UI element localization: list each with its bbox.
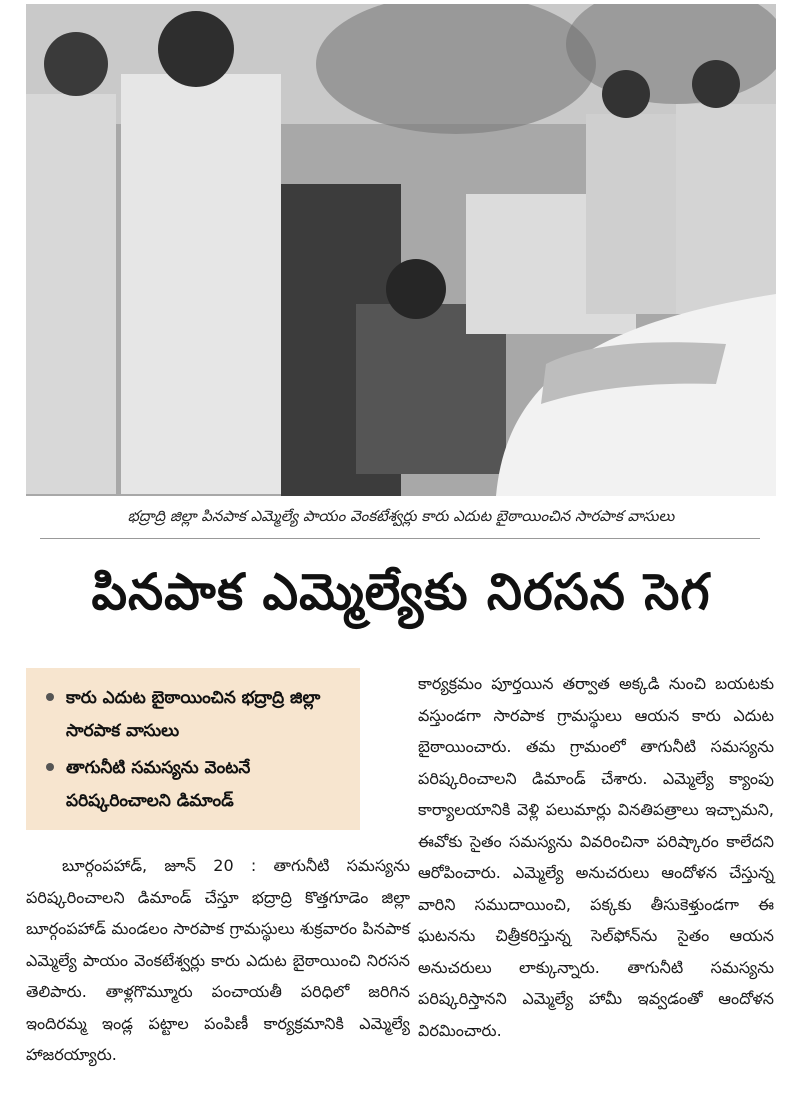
highlight-text: తాగునీటి సమస్యను వెంటనే పరిష్కరించాలని డిమాండ్ (66, 758, 251, 811)
bullet-icon (46, 763, 54, 771)
caption-divider (40, 538, 760, 539)
article-body-right: కార్యక్రమం పూర్తయిన తర్వాత అక్కడి నుంచి బయటకు వస్తుండగా సారపాక గ్రామస్థులు ఆయన కారు ఎదుట బైఠాయించారు. తమ గ్రామంలో తాగునీటి సమస్యను పరిష్కరించాలని డిమాండ్ చేశారు. ఎమ్మెల్యే క్యాంపు కార్యాలయానికి వెళ్లి పలుమార్లు వినతిపత్రాలు ఇచ్చామని, ఈవోకు సైతం సమస్యను వివరించినా పరిష్కారం కాలేదని ఆరోపించారు. ఎమ్మెల్యే అనుచరులు ఆందోళన చేస్తున్న వారిని సముదాయించి, పక్కకు తీసుకెళ్తుండగా ఈ ఘటనను చిత్రీకరిస్తున్న సెల్‌ఫోన్‌ను సైతం ఆయన అనుచరులు లాక్కున్నారు. తాగునీటి సమస్యను పరిష్కరిస్తానని ఎమ్మెల్యే హామీ ఇవ్వడంతో ఆందోళన విరమించారు. (418, 674, 774, 1040)
bullet-icon (46, 693, 54, 701)
article-column-left (26, 850, 410, 1071)
crowd-photo-illustration (26, 4, 776, 496)
photo-caption: భద్రాద్రి జిల్లా పినపాక ఎమ్మెల్యే పాయం వెంకటేశ్వర్లు కారు ఎదుట బైఠాయించిన సారపాక వాసులు (127, 507, 675, 525)
highlights-box (26, 668, 360, 830)
news-photo (26, 4, 776, 496)
highlight-text: కారు ఎదుట బైఠాయించిన భద్రాద్రి జిల్లా సారపాక వాసులు (66, 688, 321, 741)
headline: పినపాక ఎమ్మెల్యేకు నిరసన సెగ (91, 563, 711, 621)
highlight-item (46, 682, 346, 748)
article-body-left: బూర్గంపహాడ్, జూన్ 20 : తాగునీటి సమస్యను పరిష్కరించాలని డిమాండ్ చేస్తూ భద్రాద్రి కొత్తగూడెం జిల్లా బూర్గంపహాడ్ మండలం సారపాక గ్రామస్థులు శుక్రవారం పినపాక ఎమ్మెల్యే పాయం వెంకటేశ్వర్లు కారు ఎదుట బైఠాయించి నిరసన తెలిపారు. తాళ్లగొమ్మూరు పంచాయతీ పరిధిలో జరిగిన ఇందిరమ్మ ఇండ్ల పట్టాల పంపిణీ కార్యక్రమానికి ఎమ్మెల్యే హాజరయ్యారు. (26, 856, 410, 1064)
highlight-item (46, 752, 346, 818)
article-column-right (418, 668, 774, 1046)
